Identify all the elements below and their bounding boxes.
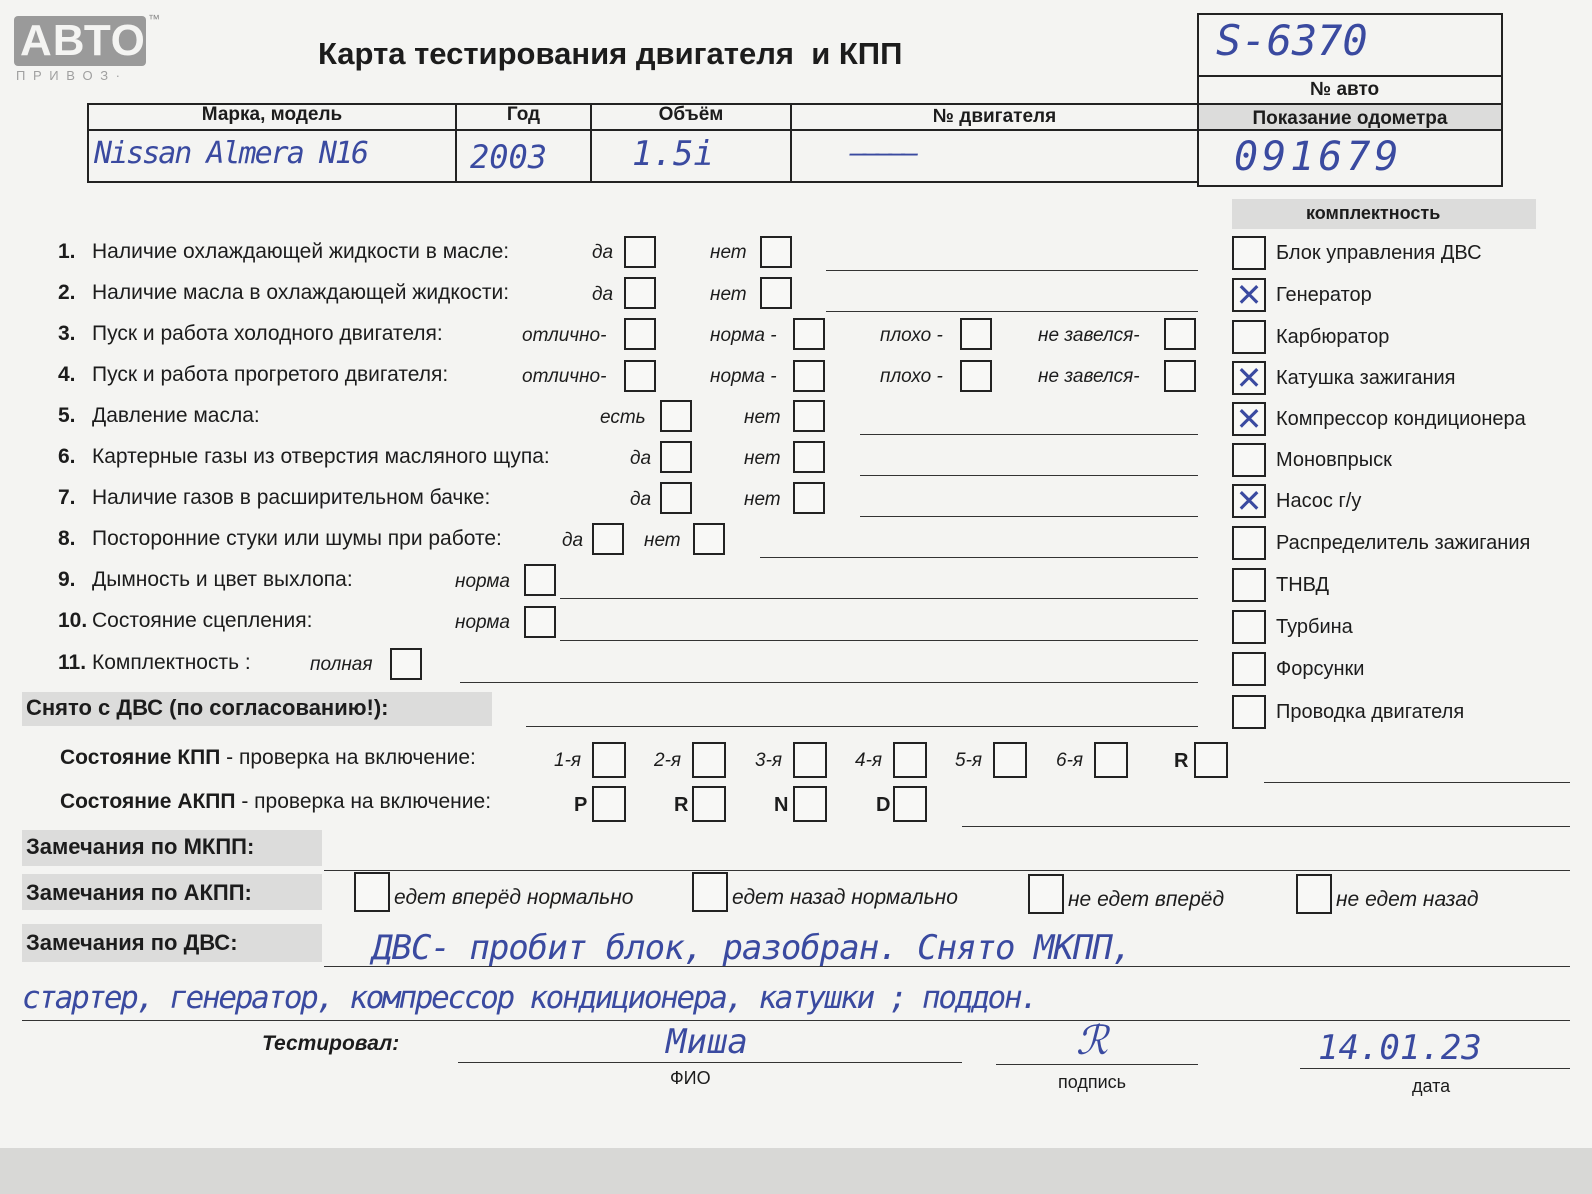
logo-tm: ™ — [148, 12, 160, 26]
check-box-absent[interactable] — [793, 400, 825, 432]
kit-checkbox[interactable] — [1232, 443, 1266, 477]
check-label: Посторонние стуки или шумы при работе: — [92, 527, 502, 550]
gear-label: R — [1174, 750, 1189, 772]
dvs-remarks-rule-1 — [324, 966, 1570, 967]
auto-mode-label: P — [574, 794, 588, 816]
gear-label: 4-я — [855, 750, 883, 771]
mkpp-remarks-line — [324, 870, 1570, 871]
removed-label: Снято с ДВС (по согласованию!): — [26, 695, 389, 720]
check-box-no[interactable] — [693, 523, 725, 555]
year-value: 2003 — [470, 138, 548, 176]
engine-number-value: ————— — [850, 136, 915, 169]
check-option-label: нет — [744, 407, 781, 428]
check-box-bad[interactable] — [960, 318, 992, 350]
gear-box-3[interactable] — [793, 742, 827, 778]
check-option-label: да — [592, 242, 614, 263]
check-box-excellent[interactable] — [624, 318, 656, 350]
check-label: Комплектность : — [92, 651, 251, 674]
check-option-label: нет — [644, 530, 681, 551]
check-box-normal[interactable] — [793, 318, 825, 350]
header-label-engine: № двигателя — [932, 106, 1057, 127]
kit-checkbox[interactable] — [1232, 610, 1266, 644]
akpp-box-no-backward[interactable] — [1296, 874, 1332, 914]
manual-gearbox-label-rest: - проверка на включение: — [220, 746, 476, 769]
check-label: Давление масла: — [92, 404, 260, 427]
check-option-label: норма — [455, 571, 510, 592]
check-option-label: да — [630, 489, 652, 510]
header-label-model: Марка, модель — [201, 104, 343, 125]
check-box-normal[interactable] — [524, 606, 556, 638]
dvs-remarks-rule-2 — [22, 1020, 1570, 1021]
auto-gearbox-label-rest: - проверка на включение: — [235, 790, 492, 813]
check-option-label: нет — [710, 242, 747, 263]
removed-line — [526, 726, 1198, 727]
dvs-remarks-label: Замечания по ДВС: — [26, 930, 238, 955]
auto-gearbox-line — [962, 826, 1570, 827]
logo-subtitle: П Р И В О З · — [16, 68, 122, 83]
gear-label: 3-я — [755, 750, 783, 771]
kit-item-label: Катушка зажигания — [1276, 367, 1456, 389]
header-label-odometer: Показание одометра — [1252, 108, 1448, 129]
kit-checkbox[interactable] — [1232, 526, 1266, 560]
kit-checkbox[interactable] — [1232, 236, 1266, 270]
auto-mode-label: R — [674, 794, 689, 816]
check-number: 10. — [58, 609, 88, 632]
auto-gearbox-label — [60, 790, 491, 814]
check-option-label: нет — [744, 489, 781, 510]
check-number: 7. — [58, 486, 76, 509]
date-caption: дата — [1412, 1076, 1451, 1096]
kit-item-label: Проводка двигателя — [1276, 701, 1465, 723]
check-note-line — [860, 516, 1198, 517]
check-box-bad[interactable] — [960, 360, 992, 392]
check-option-label: плохо - — [880, 366, 943, 387]
auto-mode-label: N — [774, 794, 789, 816]
kit-check-mark-icon: ✕ — [1235, 359, 1263, 397]
gear-box-5[interactable] — [993, 742, 1027, 778]
akpp-box-backward-ok[interactable] — [692, 872, 728, 912]
check-label: Наличие газов в расширительном бачке: — [92, 486, 491, 509]
check-box-yes[interactable] — [624, 236, 656, 268]
kit-item-label: Турбина — [1276, 616, 1353, 638]
check-box-yes[interactable] — [660, 441, 692, 473]
dvs-remarks-line1: ДВС- пробит блок, разобран. Снято МКПП, — [372, 928, 1132, 968]
check-option-label: нет — [710, 284, 747, 305]
kit-checkbox[interactable] — [1232, 278, 1266, 312]
check-box-yes[interactable] — [624, 277, 656, 309]
check-label: Дымность и цвет выхлопа: — [92, 568, 353, 591]
check-note-line — [460, 682, 1198, 683]
tester-name-line — [458, 1062, 962, 1063]
kit-checkbox[interactable] — [1232, 652, 1266, 686]
check-box-full[interactable] — [390, 648, 422, 680]
check-box-yes[interactable] — [660, 482, 692, 514]
kit-checkbox[interactable] — [1232, 320, 1266, 354]
check-option-label: нет — [744, 448, 781, 469]
tester-signature: ℛ — [1076, 1018, 1108, 1064]
kit-checkbox[interactable] — [1232, 484, 1266, 518]
gear-box-4[interactable] — [893, 742, 927, 778]
check-option-label: норма — [455, 612, 510, 633]
check-box-present[interactable] — [660, 400, 692, 432]
check-option-label: не завелся- — [1038, 325, 1140, 346]
check-box-no[interactable] — [793, 441, 825, 473]
check-box-normal[interactable] — [793, 360, 825, 392]
car-number-label: № авто — [1310, 79, 1380, 100]
check-note-line — [560, 640, 1198, 641]
check-number: 11. — [58, 651, 87, 674]
akpp-option-label: едет вперёд нормально — [394, 886, 634, 909]
kit-item-label: Насос г/у — [1276, 490, 1362, 512]
kit-check-mark-icon: ✕ — [1235, 276, 1263, 314]
check-box-excellent[interactable] — [624, 360, 656, 392]
kit-title: комплектность — [1306, 203, 1441, 223]
kit-item-label: ТНВД — [1276, 574, 1330, 596]
check-option-label: да — [630, 448, 652, 469]
check-option-label: да — [562, 530, 584, 551]
check-option-label: не завелся- — [1038, 366, 1140, 387]
tester-name-caption: ФИО — [670, 1068, 711, 1088]
check-number: 8. — [58, 527, 76, 550]
check-label: Пуск и работа прогретого двигателя: — [92, 363, 449, 386]
kit-item-label: Блок управления ДВС — [1276, 242, 1482, 264]
check-box-no-start[interactable] — [1164, 318, 1196, 350]
tested-label: Тестировал: — [262, 1032, 400, 1055]
akpp-remarks-label: Замечания по АКПП: — [26, 880, 252, 905]
model-value: Nissan Almera N16 — [94, 136, 368, 171]
kit-item-label: Компрессор кондиционера — [1276, 408, 1526, 430]
akpp-box-no-forward[interactable] — [1028, 874, 1064, 914]
check-label: Пуск и работа холодного двигателя: — [92, 322, 443, 345]
check-label: Состояние сцепления: — [92, 609, 313, 632]
akpp-option-label: не едет назад — [1336, 888, 1479, 911]
check-box-no[interactable] — [760, 277, 792, 309]
auto-mode-label: D — [876, 794, 891, 816]
check-option-label: да — [592, 284, 614, 305]
check-note-line — [826, 311, 1198, 312]
gear-box-reverse[interactable] — [1194, 742, 1228, 778]
gear-label: 6-я — [1056, 750, 1084, 771]
check-option-label: норма - — [710, 325, 777, 346]
check-number: 1. — [58, 240, 76, 263]
kit-check-mark-icon: ✕ — [1235, 400, 1263, 438]
auto-gearbox-label-bold: Состояние АКПП — [60, 790, 236, 813]
akpp-option-label: едет назад нормально — [732, 886, 958, 909]
check-box-no[interactable] — [793, 482, 825, 514]
manual-gearbox-label — [60, 746, 476, 770]
gear-box-6[interactable] — [1094, 742, 1128, 778]
kit-checkbox[interactable] — [1232, 695, 1266, 729]
odometer-value: 091679 — [1234, 134, 1403, 180]
check-number: 3. — [58, 322, 76, 345]
gear-box-2[interactable] — [692, 742, 726, 778]
car-number-value: S-6370 — [1216, 16, 1368, 65]
check-label: Наличие масла в охлаждающей жидкости: — [92, 281, 510, 304]
check-box-no-start[interactable] — [1164, 360, 1196, 392]
check-label: Картерные газы из отверстия масляного щупа: — [92, 445, 550, 468]
check-number: 6. — [58, 445, 76, 468]
check-label: Наличие охлаждающей жидкости в масле: — [92, 240, 510, 263]
signature-caption: подпись — [1058, 1072, 1127, 1092]
photo-background-strip — [0, 1148, 1592, 1194]
mkpp-remarks-label: Замечания по МКПП: — [26, 834, 255, 859]
akpp-option-label: не едет вперёд — [1068, 888, 1225, 911]
header-label-volume: Объём — [658, 104, 724, 125]
check-note-line — [560, 598, 1198, 599]
manual-gearbox-label-bold: Состояние КПП — [60, 746, 221, 769]
page-title: Карта тестирования двигателя и КПП — [318, 36, 903, 71]
check-box-normal[interactable] — [524, 564, 556, 596]
gear-label: 1-я — [554, 750, 582, 771]
check-option-label: есть — [600, 407, 646, 428]
check-number: 5. — [58, 404, 76, 427]
kit-checkbox[interactable] — [1232, 568, 1266, 602]
kit-item-label: Распределитель зажигания — [1276, 532, 1531, 554]
auto-mode-box-d[interactable] — [893, 786, 927, 822]
logo-text: АВТО — [20, 16, 146, 65]
gear-box-1[interactable] — [592, 742, 626, 778]
auto-mode-box-n[interactable] — [793, 786, 827, 822]
check-number: 2. — [58, 281, 76, 304]
akpp-box-forward-ok[interactable] — [354, 872, 390, 912]
manual-gearbox-line — [1264, 782, 1570, 783]
check-number: 4. — [58, 363, 76, 386]
kit-check-mark-icon: ✕ — [1235, 482, 1263, 520]
kit-item-label: Генератор — [1276, 284, 1372, 306]
test-date: 14.01.23 — [1318, 1028, 1482, 1068]
gear-label: 5-я — [955, 750, 983, 771]
check-option-label: полная — [310, 654, 373, 675]
check-note-line — [860, 434, 1198, 435]
header-label-year: Год — [506, 104, 541, 125]
date-line — [1300, 1068, 1570, 1069]
signature-line — [996, 1064, 1198, 1065]
kit-item-label: Моновпрыск — [1276, 449, 1392, 471]
check-option-label: норма - — [710, 366, 777, 387]
tester-name: Миша — [666, 1022, 748, 1062]
kit-item-label: Форсунки — [1276, 658, 1365, 680]
kit-item-label: Карбюратор — [1276, 326, 1390, 348]
check-option-label: отлично- — [522, 325, 607, 346]
check-option-label: плохо - — [880, 325, 943, 346]
dvs-remarks-line2: стартер, генератор, компрессор кондиционера, катушки ; поддон. — [22, 980, 1037, 1016]
kit-checkbox[interactable] — [1232, 361, 1266, 395]
volume-value: 1.5i — [632, 134, 714, 174]
check-note-line — [760, 557, 1198, 558]
check-note-line — [860, 475, 1198, 476]
kit-checkbox[interactable] — [1232, 402, 1266, 436]
auto-mode-box-p[interactable] — [592, 786, 626, 822]
check-box-yes[interactable] — [592, 523, 624, 555]
check-option-label: отлично- — [522, 366, 607, 387]
check-note-line — [826, 270, 1198, 271]
auto-mode-box-r[interactable] — [692, 786, 726, 822]
check-number: 9. — [58, 568, 76, 591]
gear-label: 2-я — [654, 750, 682, 771]
check-box-no[interactable] — [760, 236, 792, 268]
